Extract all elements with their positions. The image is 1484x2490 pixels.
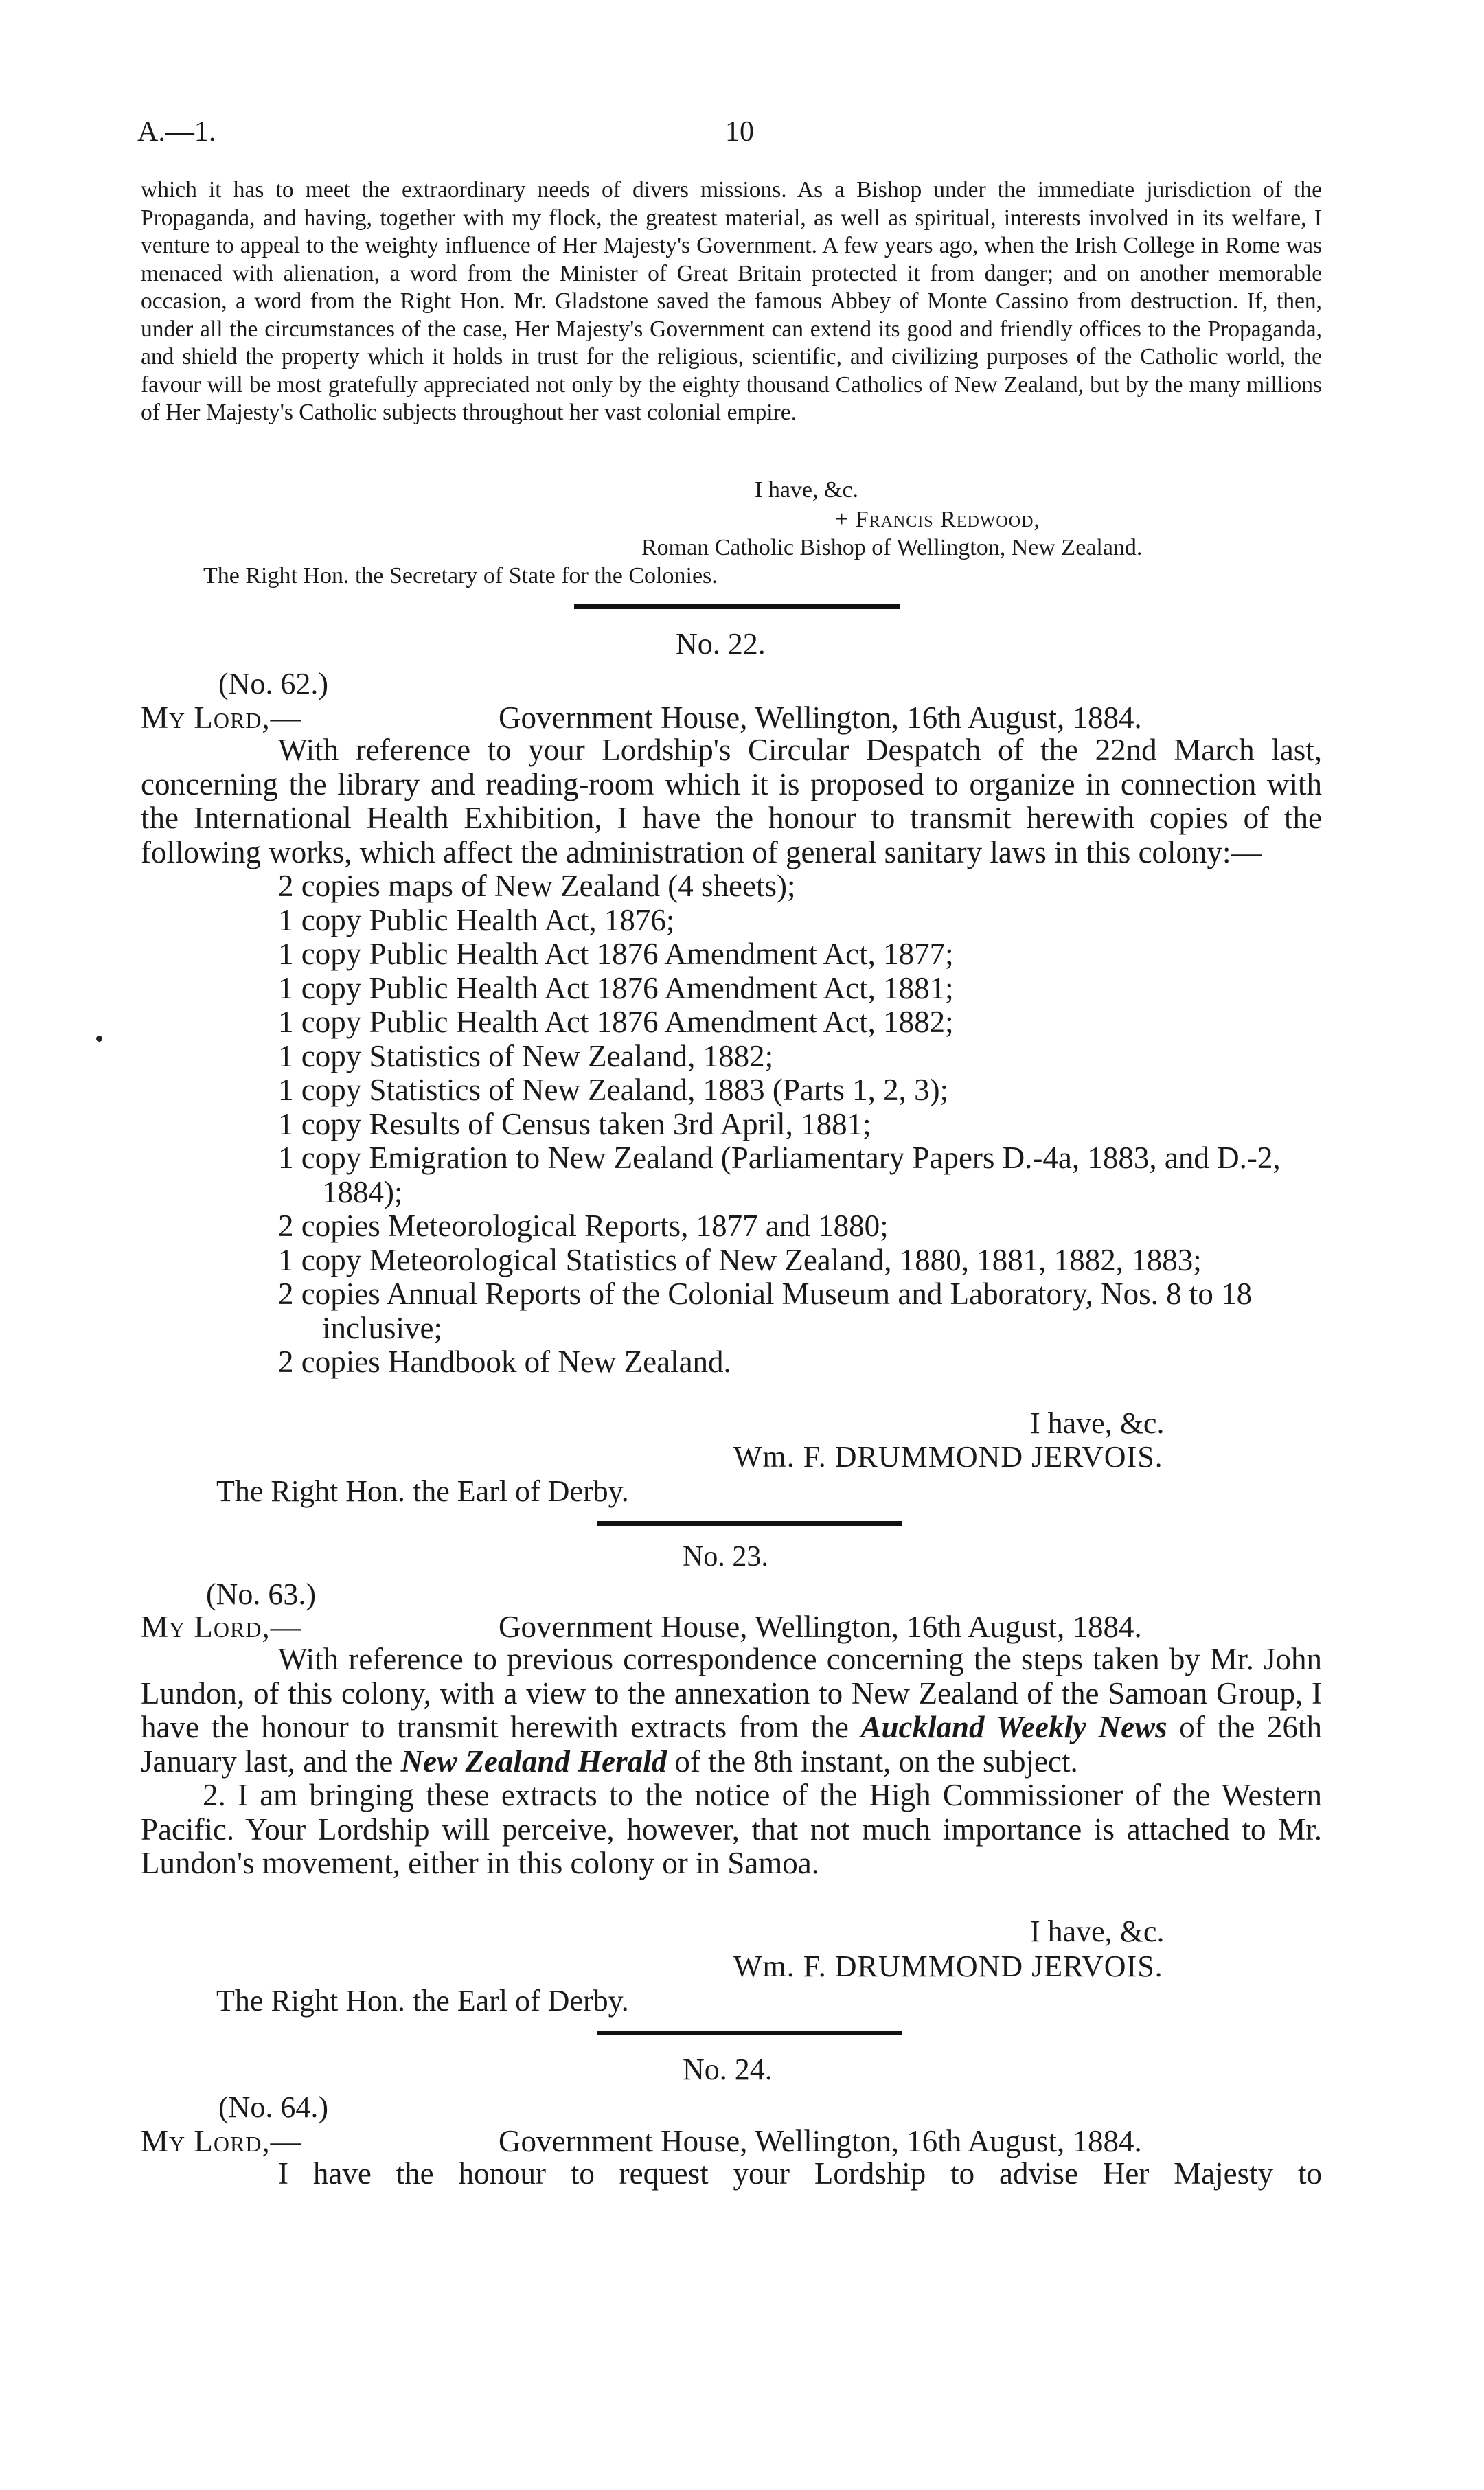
no23-letter	[141, 1643, 1322, 1881]
no24-heading: No. 24.	[683, 2053, 773, 2086]
list-item: 1 copy Public Health Act 1876 Amendment Act, 1877;	[278, 937, 954, 971]
no23-para-2: 2. I am bringing these extracts to the notice of the High Commissioner of the Western Pacific. Your Lordship will perceive, however, that not much importance is attached to Mr. Lundon's movement, either in this colony or in Samoa.	[141, 1778, 1322, 1880]
list-item: 1 copy Public Health Act 1876 Amendment Act, 1881;	[278, 970, 954, 1005]
no23-body	[141, 1643, 1322, 1779]
section-rule	[574, 604, 900, 609]
no24-ref: (No. 64.)	[218, 2090, 329, 2124]
no23-ref: (No. 63.)	[206, 1577, 317, 1611]
redwood-body: which it has to meet the extraordinary needs of divers missions. As a Bishop under the immediate jurisdiction of the Propaganda, and having, together with my flock, the greatest material, as well as spiritual, interests involved in its welfare, I venture to appeal to the weighty influence of Her Majesty's Government. A few years ago, when the Irish College in Rome was menaced with alienation, a word from the Minister of Great Britain protected it from danger; and on another memorable occasion, a word from the Right Hon. Mr. Gladstone saved the famous Abbey of Monte Cassino from destruction. If, then, under all the circumstances of the case, Her Majesty's Government can extend its good and friendly offices to the Propaganda, and shield the property which it holds in trust for the religious, scientific, and civilizing purposes of the Catholic world, the favour will be most gratefully appreciated not only by the eighty thousand Catholics of New Zealand, but by the many millions of Her Majesty's Catholic subjects throughout her vast colonial empire.	[141, 177, 1322, 425]
list-item: 1 copy Statistics of New Zealand, 1883 (Parts 1, 2, 3);	[278, 1073, 949, 1107]
stray-ink-mark	[96, 1036, 102, 1042]
no22-item-list	[141, 869, 1322, 1380]
no23-body-part: With reference to previous correspondence concerning the steps taken by Mr. John Lundon, of this colony, with a view to the annexation to New Zealand of the Samoan Group, I have the honour to transmit herewith extracts from the	[141, 1642, 1322, 1744]
no23-dateline: Government House, Wellington, 16th August, 1884.	[499, 1610, 1142, 1644]
redwood-letter	[141, 176, 1322, 427]
no22-signer: Wm. F. DRUMMOND JERVOIS.	[733, 1440, 1163, 1474]
no23-body-part: of the 26th January last, and the	[141, 1710, 1322, 1779]
list-item: 1 copy Meteorological Statistics of New Zealand, 1880, 1881, 1882, 1883;	[278, 1242, 1202, 1277]
no23-salutation: My Lord,—	[141, 1610, 302, 1644]
redwood-closing: I have, &c.	[755, 477, 859, 503]
no22-addressee: The Right Hon. the Earl of Derby.	[216, 1474, 629, 1508]
redwood-signer: + Francis Redwood,	[835, 507, 1040, 532]
list-item: 1 copy Public Health Act, 1876;	[278, 902, 675, 937]
no22-body: With reference to your Lordship's Circular Despatch of the 22nd March last, concerning the library and reading-room which it is proposed to organize in connection with the International Health Exhibition, I have the honour to transmit herewith copies of the following works, which affect the administration of general sanitary laws in this colony:—	[141, 733, 1322, 869]
redwood-signer-title: Roman Catholic Bishop of Wellington, New Zealand.	[641, 535, 1143, 560]
no24-dateline: Government House, Wellington, 16th August, 1884.	[499, 2124, 1142, 2158]
newspaper-title: Auckland Weekly News	[860, 1710, 1167, 1744]
document-reference: A.—1.	[137, 116, 216, 148]
list-item: 2 copies maps of New Zealand (4 sheets);	[278, 869, 796, 903]
no22-letter	[141, 733, 1322, 1380]
page-number: 10	[725, 116, 754, 148]
no23-body-part: of the 8th instant, on the subject.	[667, 1744, 1078, 1779]
no24-body: I have the honour to request your Lordship to advise Her Majesty to	[278, 2156, 1322, 2191]
list-item: 2 copies Meteorological Reports, 1877 and 1880;	[278, 1209, 889, 1243]
no22-closing: I have, &c.	[1030, 1406, 1165, 1440]
no24-letter	[141, 2157, 1322, 2191]
list-item: 2 copies Annual Reports of the Colonial Museum and Laboratory, Nos. 8 to 18 inclusive;	[278, 1277, 1253, 1345]
redwood-addressee: The Right Hon. the Secretary of State for the Colonies.	[203, 563, 718, 589]
list-item: 1 copy Results of Census taken 3rd April, 1881;	[278, 1106, 871, 1141]
list-item: 1 copy Public Health Act 1876 Amendment Act, 1882;	[278, 1005, 954, 1039]
no22-heading: No. 22.	[676, 627, 766, 661]
no23-heading: No. 23.	[683, 1541, 768, 1573]
no23-closing: I have, &c.	[1030, 1915, 1165, 1948]
no23-signer: Wm. F. DRUMMOND JERVOIS.	[733, 1950, 1163, 1983]
no23-addressee: The Right Hon. the Earl of Derby.	[216, 1984, 629, 2018]
no22-dateline: Government House, Wellington, 16th August, 1884.	[499, 700, 1142, 735]
section-rule	[597, 1521, 902, 1526]
newspaper-title: New Zealand Herald	[400, 1744, 667, 1779]
section-rule	[597, 2031, 902, 2035]
no22-salutation: My Lord,—	[141, 700, 302, 735]
no24-salutation: My Lord,—	[141, 2124, 302, 2158]
list-item: 2 copies Handbook of New Zealand.	[278, 1345, 731, 1379]
no22-ref: (No. 62.)	[218, 667, 329, 700]
list-item: 1 copy Emigration to New Zealand (Parliamentary Papers D.-4a, 1883, and D.-2, 1884);	[278, 1141, 1281, 1209]
list-item: 1 copy Statistics of New Zealand, 1882;	[278, 1038, 774, 1073]
